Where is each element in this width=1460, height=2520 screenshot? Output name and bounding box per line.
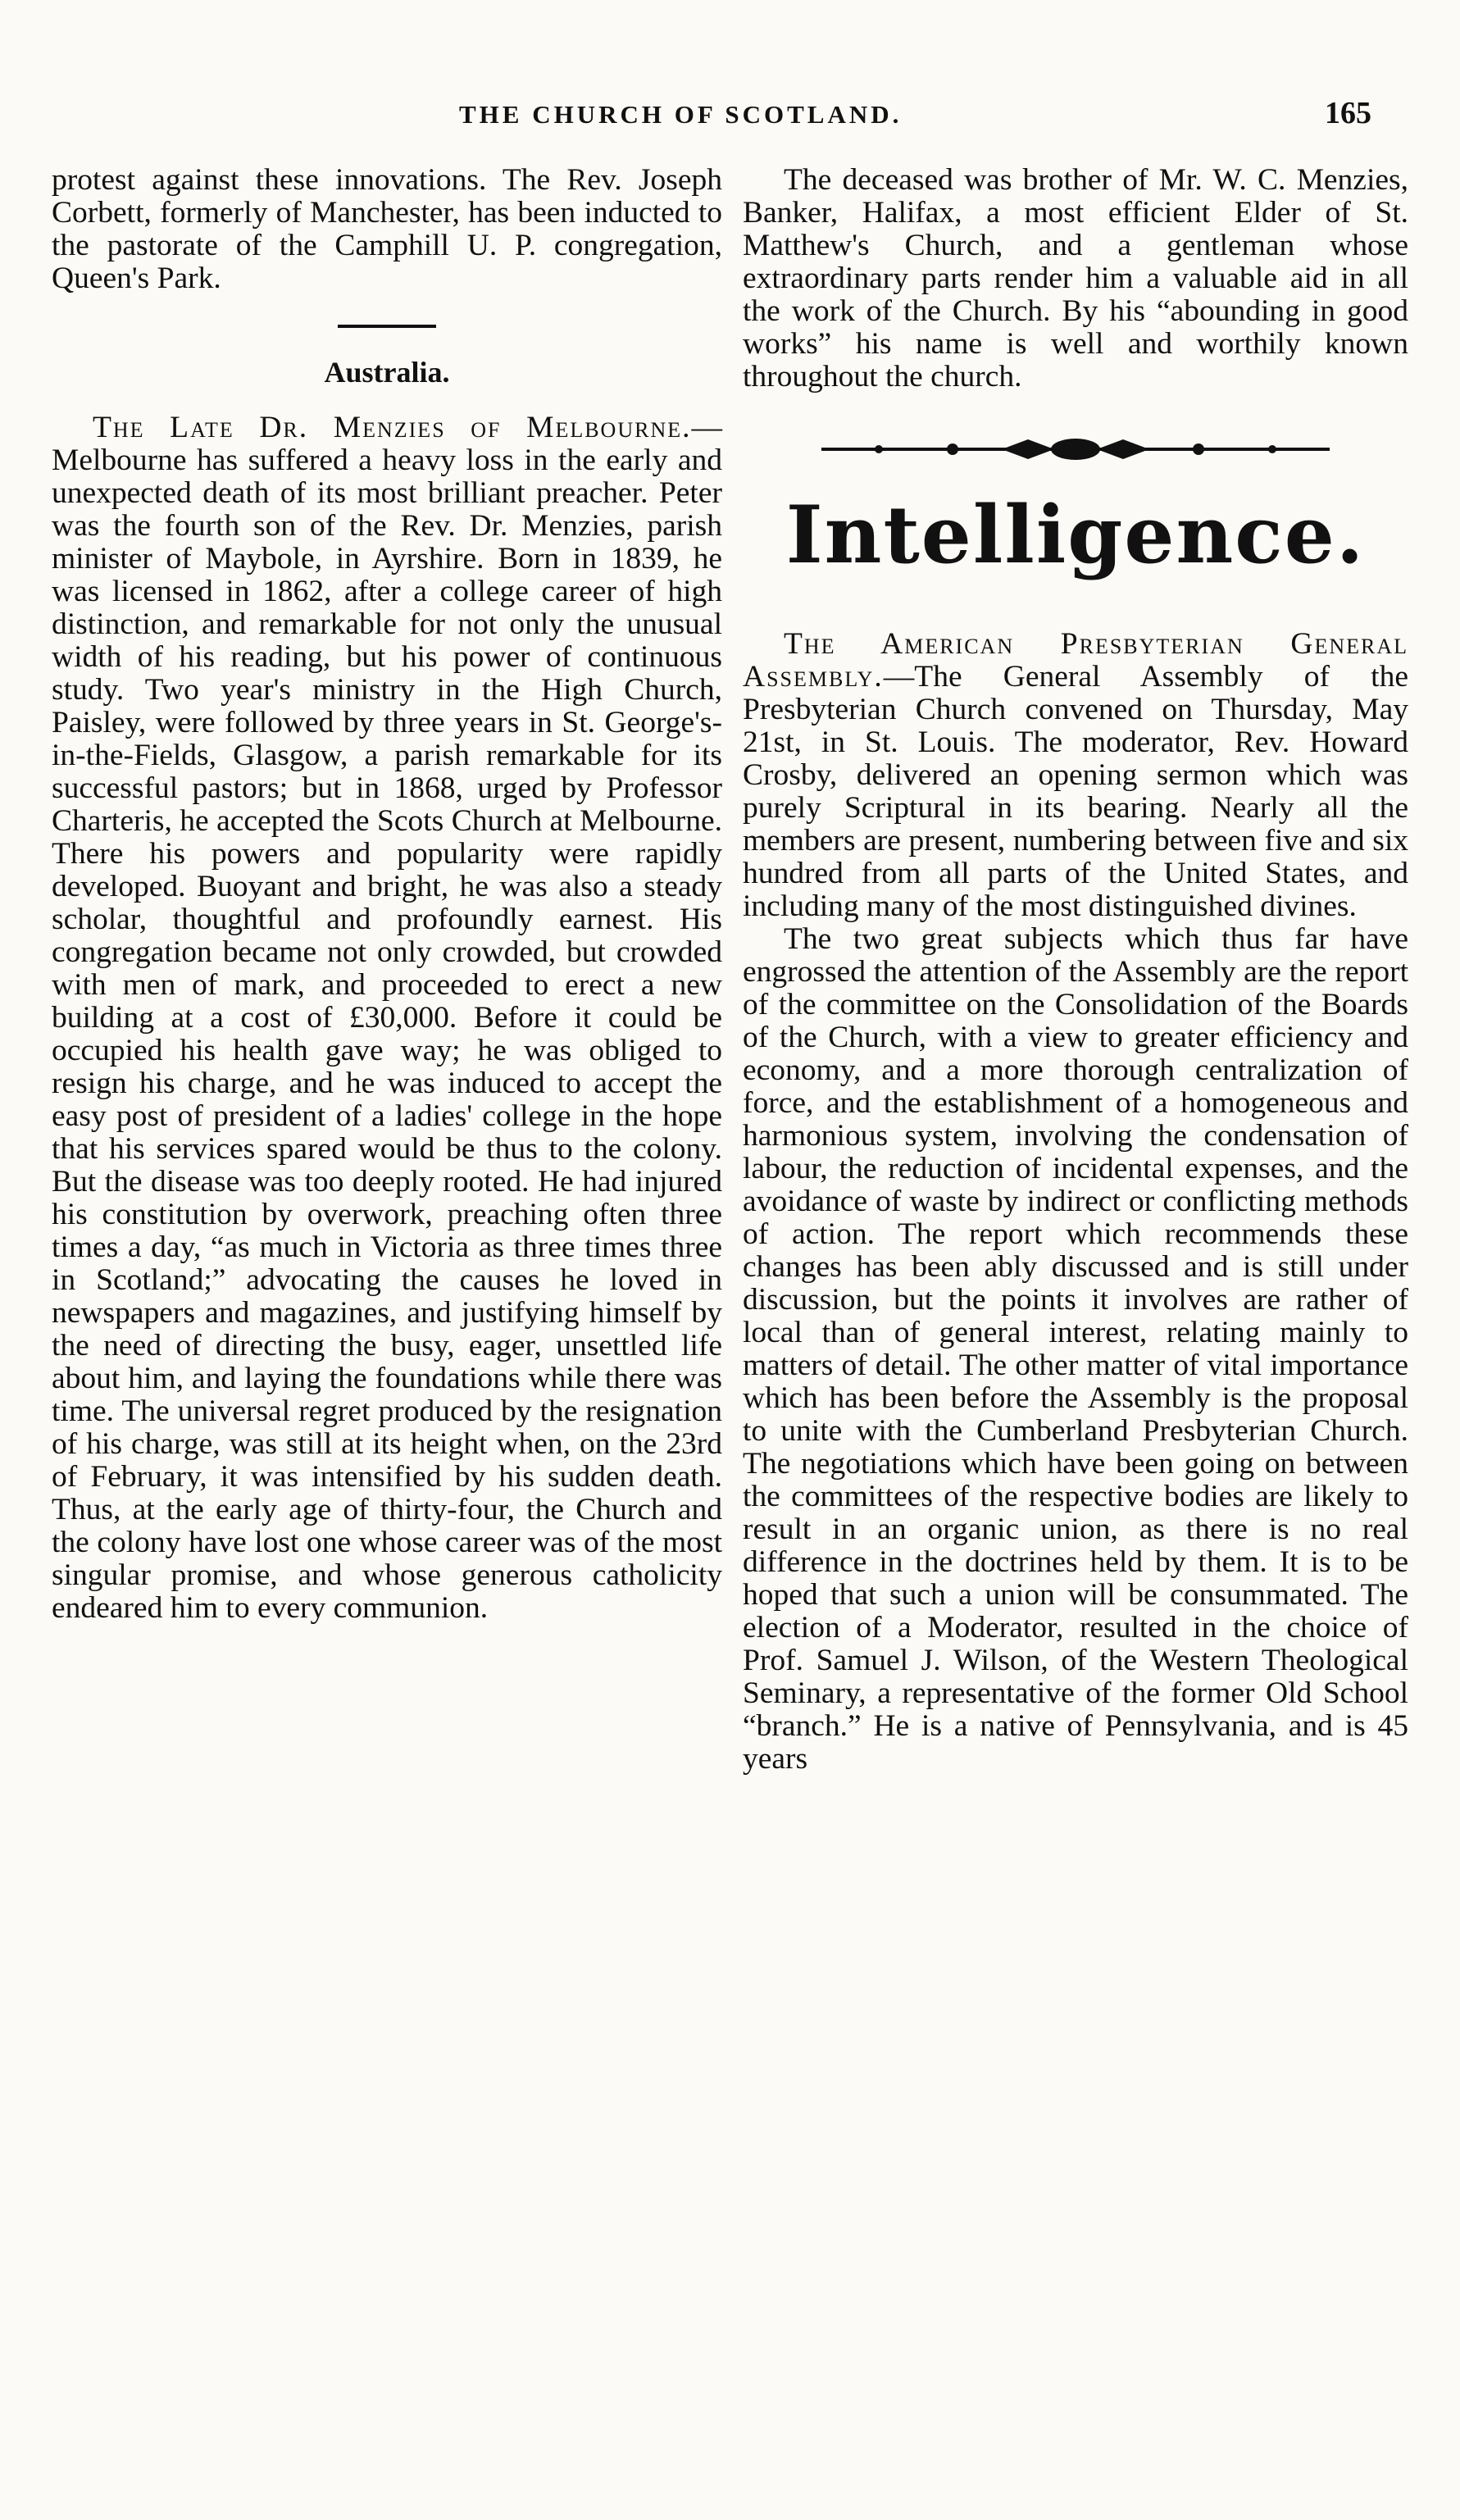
article-menzies <box>52 412 722 1625</box>
article-general-assembly <box>743 628 1408 923</box>
continuation-paragraph: protest against these innovations. The Rev. Joseph Corbett, formerly of Manchester, has been inducted to the pastorate of the Camphill U. P. congregation, Queen's Park. <box>52 163 722 295</box>
article-title: The Late Dr. Menzies of Melbourne. <box>93 411 692 444</box>
right-column <box>743 164 1408 1776</box>
article-title: The American Presbyterian General Assembly. <box>743 627 1408 694</box>
article-body: The two great subjects which thus far have engrossed the attention of the Assembly are the report of the committee on the Consolidation of the Boards of the Church, with a view to greater efficiency and economy, and a more thorough centralization of force, and the establishment of a homogeneous and harmonious system, involving the condensation of labour, the reduction of incidental expenses, and the avoidance of waste by indirect or conflicting methods of action. The report which recommends these changes has been ably discussed and is still under discussion, but the points it involves are rather of local than of general interest, relating mainly to matters of detail. The other matter of vital importance which has been before the Assembly is the proposal to unite with the Cumberland Presbyterian Church. The negotiations which have been going on between the committees of the respective bodies are likely to result in an organic union, as there is no real difference in the doctrines held by them. It is to be hoped that such a union will be consummated. The election of a Moderator, resulted in the choice of Prof. Samuel J. Wilson, of the Western Theological Seminary, a representative of the former Old School “branch.” He is a native of Pennsylvania, and is 45 years <box>743 922 1408 1776</box>
running-head <box>0 89 1460 138</box>
article-body: —Melbourne has suffered a heavy loss in the early and unexpected death of its most brilliant preacher. Peter was the fourth son of the Rev. Dr. Menzies, parish minister of Maybole, in Ayrshire. Born in 1839, he was licensed in 1862, after a college career of high distinction, and remarkable for not only the unusual width of his reading, but his power of continuous study. Two year's ministry in the High Church, Paisley, were followed by three years in St. George's-in-the-Fields, Glasgow, a parish remarkable for its successful pastors; but in 1868, urged by Professor Charteris, he accepted the Scots Church at Melbourne. There his powers and popularity were rapidly developed. Buoyant and bright, he was also a steady scholar, thoughtful and profoundly earnest. His congregation became not only crowded, but crowded with men of mark, and proceeded to erect a new building at a cost of £30,000. Before it could be occupied his health gave way; he was obliged to resign his charge, and he was induced to accept the easy post of president of a ladies' college in the hope that his services spared would be thus to the colony. But the disease was too deeply rooted. He had injured his constitution by overwork, preaching often three times a day, “as much in Victoria as three times three in Scotland;” advocating the causes he loved in newspapers and magazines, and justifying himself by the need of directing the busy, eager, unsettled life about him, and laying the foundations while there was time. The universal regret produced by the resignation of his charge, was still at its height when, on the 23rd of February, it was intensified by his sudden death. Thus, at the early age of thirty-four, the Church and the colony have lost one whose career was of the most singular promise, and whose generous catholicity endeared him to every communion. <box>52 411 722 1625</box>
running-title: THE CHURCH OF SCOTLAND. <box>459 100 903 129</box>
ornament-divider <box>743 433 1408 466</box>
article-lead: —The General Assembly of the Presbyterian Church convened on Thursday, May 21st, in St. Louis. The moderator, Rev. Howard Crosby, delivered an opening sermon which was purely Scriptural in its bearing. Nearly all the members are present, numbering between five and six hundred from all parts of the United States, and including many of the most distinguished divines. <box>743 660 1408 923</box>
page-number: 165 <box>1325 96 1371 130</box>
continuation-paragraph: The deceased was brother of Mr. W. C. Menzies, Banker, Halifax, a most efficient Elder of St. Matthew's Church, and a gentleman whose extraordinary parts render him a valuable aid in all the work of the Church. By his “abounding in good works” his name is well and worthily known throughout the church. <box>743 163 1408 393</box>
left-column <box>52 164 722 1625</box>
section-heading-australia: Australia. <box>324 356 450 389</box>
section-heading-intelligence: Intelligence. <box>785 489 1366 581</box>
section-divider <box>338 325 436 328</box>
